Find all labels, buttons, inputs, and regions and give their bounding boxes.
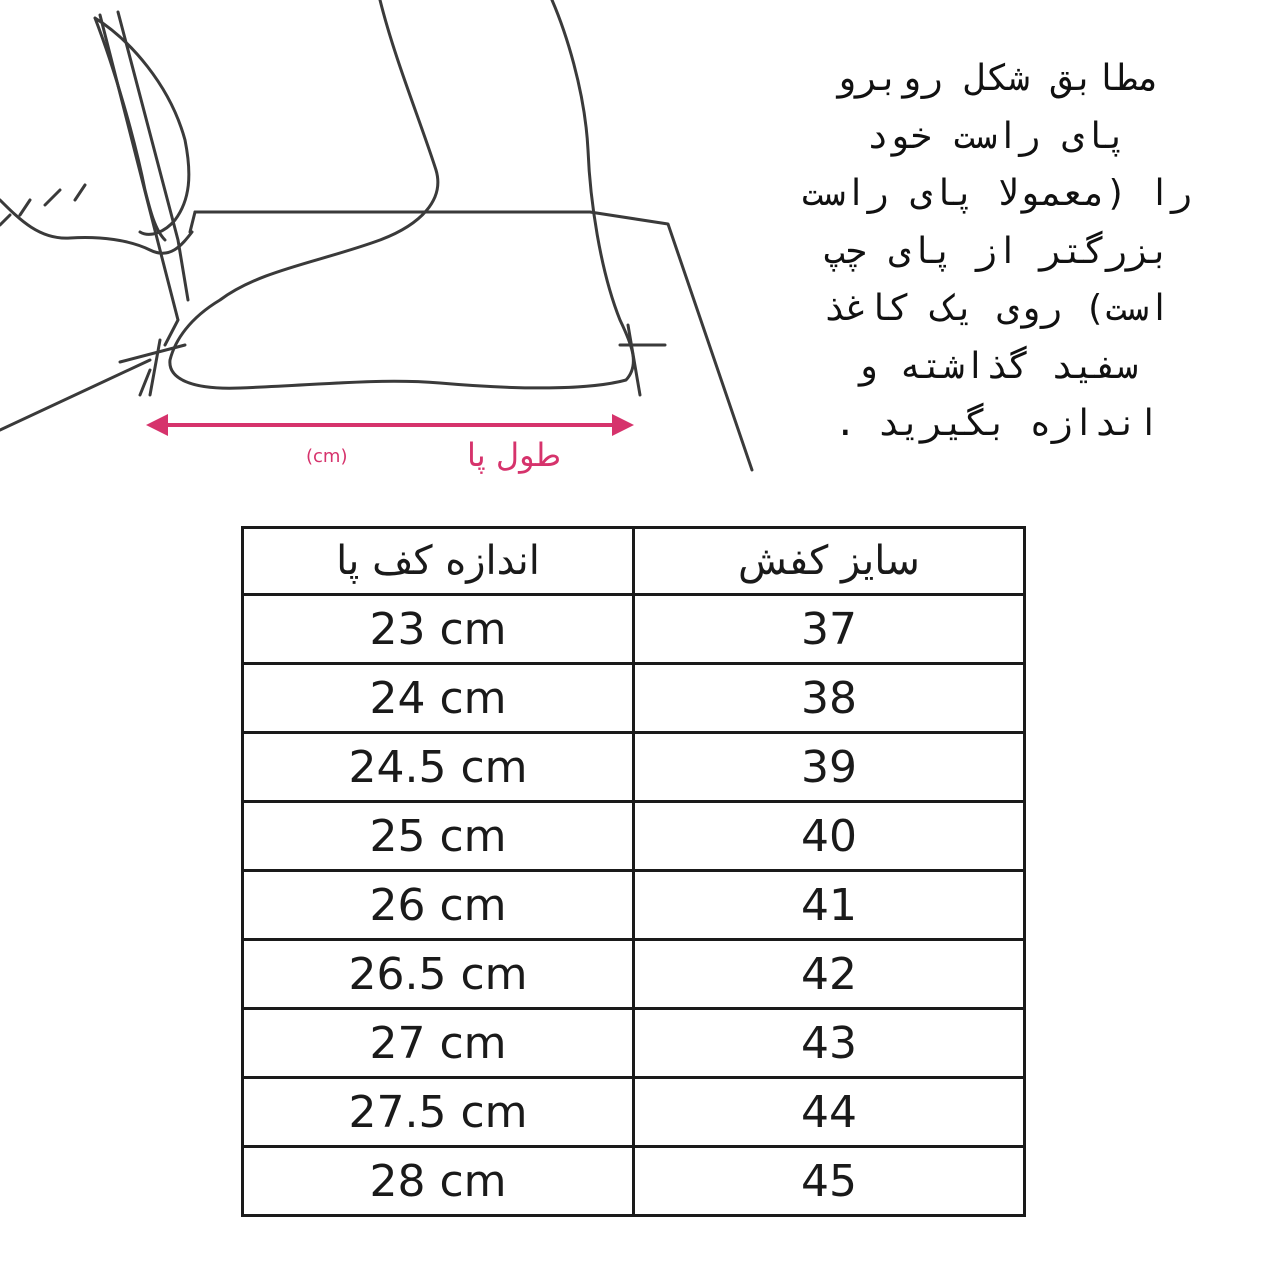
measure-label: طول پا [467, 436, 562, 474]
table-row [243, 595, 1025, 664]
foot-length-cell: 27.5 cm [243, 1078, 634, 1147]
shoe-size-cell: 38 [634, 664, 1025, 733]
shoe-size-cell: 41 [634, 871, 1025, 940]
leg-outline [170, 0, 634, 388]
paper-sheet-top-left [190, 212, 195, 232]
instruction-line: را (معمولا پای راست [801, 173, 1193, 214]
measure-unit: (cm) [306, 446, 348, 467]
instruction-line: است) روی یک کاغذ [823, 288, 1171, 329]
shoe-size-header: سایز کفش [634, 528, 1025, 595]
table-row [243, 733, 1025, 802]
foot-length-cell: 27 cm [243, 1009, 634, 1078]
foot-measurement-illustration [0, 0, 770, 490]
shoe-size-table [241, 526, 1026, 1217]
instruction-line: اندازه بگیرید . [834, 403, 1160, 444]
measure-arrow [146, 414, 634, 436]
paper-sheet-outline [0, 212, 752, 470]
instruction-line: سفید گذاشته و [856, 345, 1138, 387]
pencil-outline [100, 12, 188, 395]
table-row [243, 871, 1025, 940]
table-row [243, 1009, 1025, 1078]
foot-length-cell: 26.5 cm [243, 940, 634, 1009]
shoe-size-cell: 39 [634, 733, 1025, 802]
shoe-size-cell: 45 [634, 1147, 1025, 1216]
shoe-size-cell: 37 [634, 595, 1025, 664]
table-row [243, 664, 1025, 733]
table-row [243, 940, 1025, 1009]
foot-length-cell: 24 cm [243, 664, 634, 733]
instruction-line: بزرگتر از پای چپ [823, 230, 1171, 272]
foot-length-cell: 23 cm [243, 595, 634, 664]
measurement-instructions [752, 50, 1242, 453]
shoe-size-cell: 43 [634, 1009, 1025, 1078]
foot-length-cell: 26 cm [243, 871, 634, 940]
instruction-line: مطابق شکل روبرو [834, 58, 1160, 99]
shoe-size-cell: 42 [634, 940, 1025, 1009]
table-row [243, 802, 1025, 871]
foot-length-header: اندازه کف پا [243, 528, 634, 595]
foot-length-cell: 25 cm [243, 802, 634, 871]
toe-mark [120, 340, 185, 395]
shoe-size-cell: 44 [634, 1078, 1025, 1147]
shoe-size-cell: 40 [634, 802, 1025, 871]
foot-length-cell: 28 cm [243, 1147, 634, 1216]
instruction-line: پای راست خود [866, 115, 1128, 157]
table-row [243, 1147, 1025, 1216]
table-row [243, 1078, 1025, 1147]
foot-length-cell: 24.5 cm [243, 733, 634, 802]
table-header-row [243, 528, 1025, 595]
hand-outline [0, 18, 192, 253]
